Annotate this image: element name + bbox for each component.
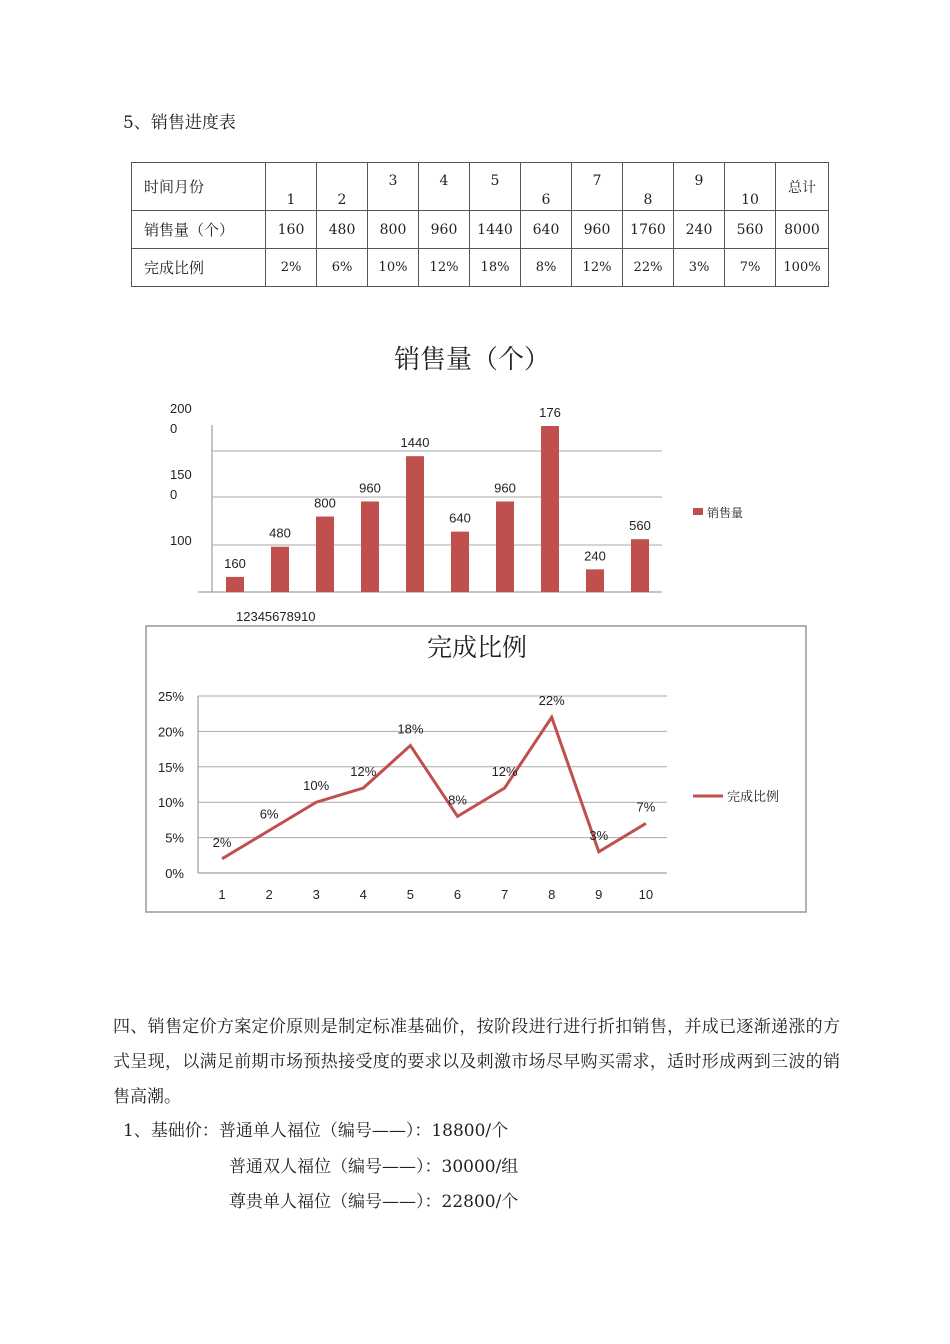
y-tick-label: 25% (157, 689, 184, 704)
y-tick-label: 10% (157, 795, 184, 811)
line-data-label: 2% (212, 834, 232, 850)
price-line-3: 尊贵单人福位（编号——）：22800/个 (229, 1192, 519, 1212)
bar-data-label: 960 (359, 480, 381, 496)
sales-cell: 800 (368, 211, 419, 249)
ratio-total-cell: 100% (776, 249, 829, 287)
y-tick-label: 100 (170, 533, 192, 548)
ratio-cell: 3% (674, 249, 725, 287)
bar-data-label: 560 (629, 518, 651, 534)
bar-legend-label: 销售量 (707, 506, 744, 520)
month-cell: 3 (368, 163, 419, 211)
ratio-cell: 8% (521, 249, 572, 287)
month-cell: 2 (317, 163, 368, 211)
sales-cell: 160 (266, 211, 317, 249)
line-data-label: 18% (397, 721, 424, 737)
ratio-cell: 12% (419, 249, 470, 287)
sales-cell: 240 (674, 211, 725, 249)
row-header-sales: 销售量（个） (132, 211, 266, 249)
y-tick-label-part: 200 (170, 401, 192, 416)
month-cell: 5 (470, 163, 521, 211)
x-tick-label: 7 (500, 887, 509, 902)
sales-cell: 1440 (470, 211, 521, 249)
y-tick-label-part: 0 (170, 421, 178, 436)
ratio-cell: 10% (368, 249, 419, 287)
ratio-cell: 22% (623, 249, 674, 287)
x-tick-label: 1 (218, 887, 226, 902)
month-cell: 9 (674, 163, 725, 211)
sales-cell: 480 (317, 211, 368, 249)
line-data-label: 6% (259, 806, 279, 822)
ratio-cell: 2% (266, 249, 317, 287)
ratio-cell: 6% (317, 249, 368, 287)
total-header: 总计 (776, 163, 829, 211)
bar-data-label: 800 (314, 495, 336, 511)
month-cell: 1 (266, 163, 317, 211)
line-data-label: 10% (303, 778, 330, 794)
section-title: 5、销售进度表 (123, 113, 236, 133)
sales-cell: 560 (725, 211, 776, 249)
sales-total-cell: 8000 (776, 211, 829, 249)
bar-data-label: 960 (494, 480, 516, 496)
month-cell: 7 (572, 163, 623, 211)
y-tick-label: 0% (165, 866, 184, 881)
x-tick-label: 3 (312, 887, 320, 902)
ratio-cell: 18% (470, 249, 521, 287)
line-legend-label: 完成比例 (727, 790, 780, 805)
line-data-label: 3% (589, 827, 609, 843)
line-data-label: 12% (350, 764, 377, 780)
pricing-paragraph: 四、销售定价方案定价原则是制定标准基础价，按阶段进行进行折扣销售，并成已逐渐递涨的方式呈现，以满足前期市场预热接受度的要求以及刺激市场尽早购买需求，适时形成两到三波的销售高潮。 (113, 1017, 840, 1107)
x-tick-label: 4 (359, 887, 367, 902)
bar-data-label: 480 (269, 525, 291, 541)
bar-data-label: 640 (449, 510, 471, 526)
y-tick-label-part: 150 (170, 467, 192, 482)
month-cell: 10 (725, 163, 776, 211)
line-data-label: 7% (636, 799, 656, 815)
bar-chart-title: 销售量（个） (393, 345, 551, 375)
sales-cell: 960 (419, 211, 470, 249)
x-tick-label: 10 (638, 887, 654, 902)
sales-cell: 640 (521, 211, 572, 249)
x-tick-label: 5 (406, 887, 415, 902)
x-tick-label: 9 (595, 887, 603, 902)
x-category-labels: 12345678910 (236, 609, 316, 624)
bar-data-label: 240 (584, 548, 606, 564)
y-tick-label: 20% (157, 724, 184, 740)
sales-cell: 960 (572, 211, 623, 249)
y-tick-label: 5% (165, 830, 184, 846)
y-tick-label: 15% (157, 759, 184, 775)
month-cell: 4 (419, 163, 470, 211)
bar-data-label: 160 (224, 555, 246, 571)
row-header-ratio: 完成比例 (132, 249, 266, 287)
x-tick-label: 6 (453, 887, 462, 902)
ratio-cell: 12% (572, 249, 623, 287)
line-chart-title: 完成比例 (426, 633, 528, 662)
month-cell: 6 (521, 163, 572, 211)
price-line-1: 1、基础价：普通单人福位（编号——）：18800/个 (123, 1121, 509, 1141)
ratio-cell: 7% (725, 249, 776, 287)
x-tick-label: 2 (265, 887, 273, 902)
y-tick-label-part: 0 (170, 487, 178, 502)
line-data-label: 22% (538, 693, 565, 709)
line-chart-frame (146, 626, 806, 912)
row-header-months: 时间月份 (132, 163, 266, 211)
month-cell: 8 (623, 163, 674, 211)
sales-cell: 1760 (623, 211, 674, 249)
bar-data-label: 176 (539, 405, 561, 420)
line-data-label: 8% (448, 792, 467, 808)
x-tick-label: 8 (548, 887, 556, 902)
line-data-label: 12% (491, 764, 518, 780)
bar-data-label: 1440 (400, 435, 430, 451)
price-line-2: 普通双人福位（编号——）：30000/组 (229, 1157, 519, 1177)
